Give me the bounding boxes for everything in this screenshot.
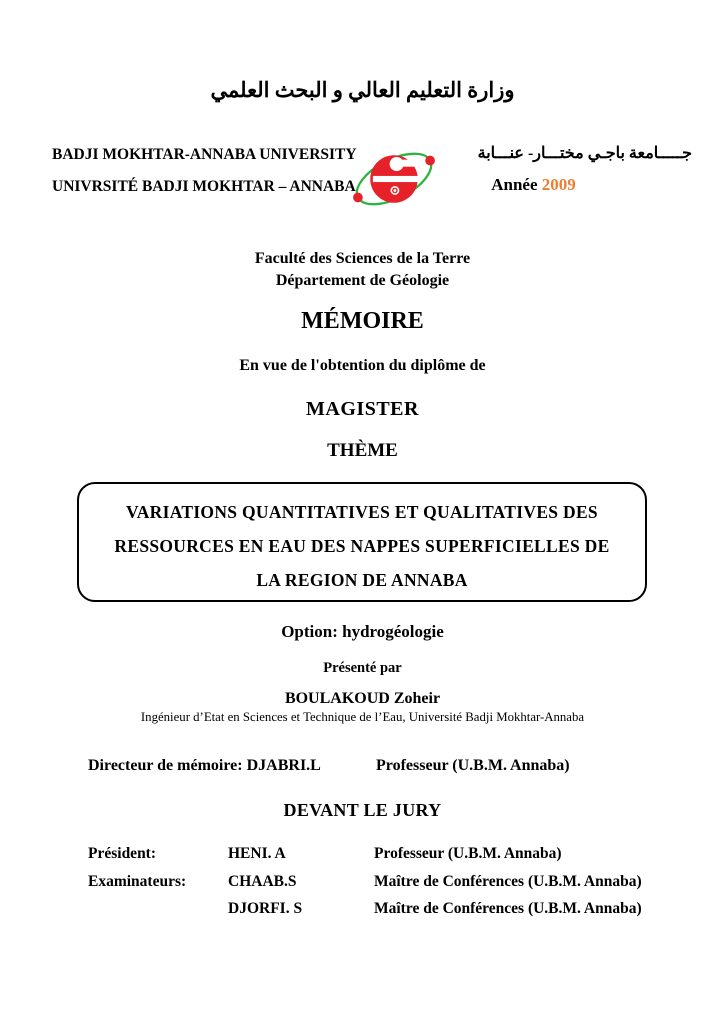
jury-member-title: Professeur (U.B.M. Annaba): [374, 845, 562, 862]
jury-role: Examinateurs:: [88, 872, 187, 890]
year-value: 2009: [541, 175, 576, 194]
jury-member-name: DJORFI. S: [228, 900, 303, 917]
option-line: Option: hydrogéologie: [281, 622, 444, 641]
jury-role: Président:: [88, 845, 157, 862]
thesis-title-box: [77, 482, 647, 602]
thesis-title-line-2: RESSOURCES EN EAU DES NAPPES SUPERFICIELLES DE: [114, 536, 610, 556]
diploma-line: En vue de l'obtention du diplôme de: [239, 357, 486, 374]
jury-row-examiner-2: [0, 900, 725, 928]
supervisor-row: [0, 757, 725, 777]
jury-member-name: CHAAB.S: [228, 872, 297, 890]
university-logo-icon: [350, 134, 438, 224]
jury-member-name: HENI. A: [228, 845, 286, 862]
supervisor-title: Professeur (U.B.M. Annaba): [376, 757, 570, 774]
jury-table: [0, 845, 725, 928]
year-label: Année: [491, 175, 538, 194]
jury-member-title: Maître de Conférences (U.B.M. Annaba): [374, 900, 642, 917]
jury-heading: DEVANT LE JURY: [283, 800, 442, 820]
faculty-name: Faculté des Sciences de la Terre: [254, 250, 471, 267]
department-name: Département de Géologie: [275, 272, 450, 289]
author-qualification: Ingénieur d’Etat en Sciences et Technique de l’Eau, Université Badji Mokhtar-Annaba: [140, 710, 585, 724]
jury-row-examiner-1: [0, 873, 725, 901]
university-name-arabic: جـــــامعة باجـي مختـــار- عنـــابة: [477, 145, 692, 162]
supervisor-label: Directeur de mémoire: DJABRI.L: [88, 757, 321, 774]
degree-heading: MAGISTER: [306, 398, 419, 420]
university-logo: [350, 134, 438, 224]
year-line: [430, 175, 692, 195]
university-name-french: UNIVRSITÉ BADJI MOKHTAR – ANNABA: [52, 178, 356, 195]
document-type-heading: MÉMOIRE: [301, 308, 424, 334]
ministry-title-arabic: وزارة التعليم العالي و البحث العلمي: [210, 78, 515, 102]
jury-member-title: Maître de Conférences (U.B.M. Annaba): [374, 872, 642, 890]
university-arabic-block: [430, 143, 692, 195]
presented-by-label: Présenté par: [323, 660, 402, 676]
theme-heading: THÈME: [327, 440, 398, 461]
university-name-block: [52, 146, 357, 196]
thesis-title-line-1: VARIATIONS QUANTITATIVES ET QUALITATIVES DES: [126, 502, 598, 522]
author-name: BOULAKOUD Zoheir: [284, 690, 441, 707]
jury-row-president: [0, 845, 725, 873]
university-name-english: BADJI MOKHTAR-ANNABA UNIVERSITY: [52, 146, 357, 163]
thesis-title-line-3: LA REGION DE ANNABA: [256, 570, 468, 590]
